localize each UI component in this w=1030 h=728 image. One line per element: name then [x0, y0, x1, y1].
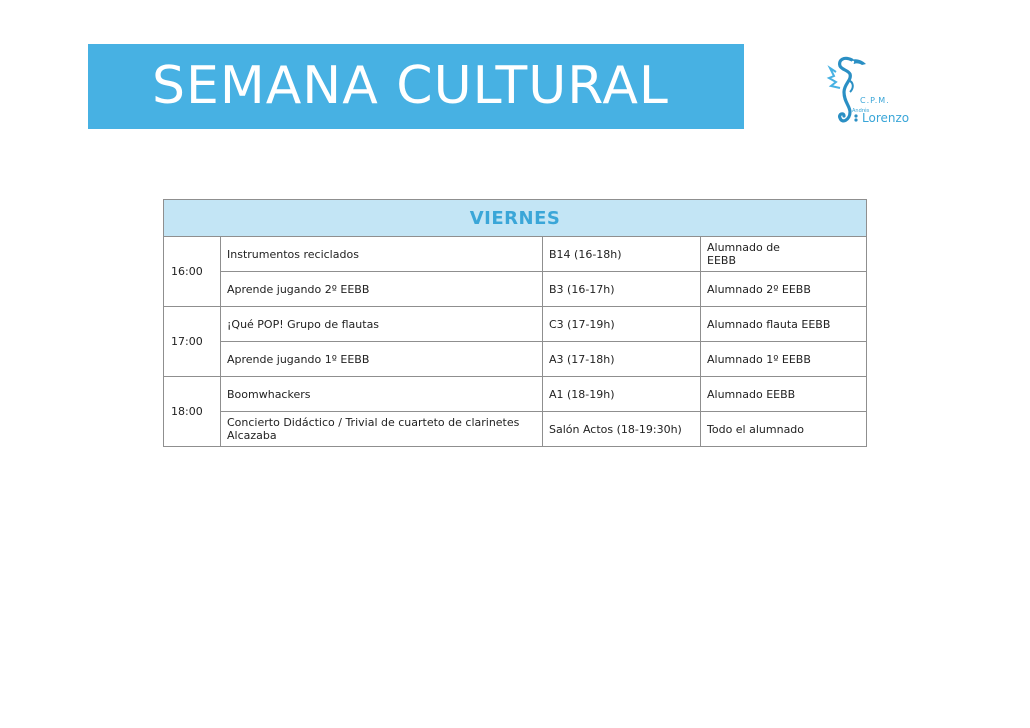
logo-line-2: Andrés — [852, 108, 870, 114]
table-header-row — [164, 200, 867, 237]
activity-cell: ¡Qué POP! Grupo de flautas — [221, 307, 543, 342]
table-row — [164, 412, 867, 447]
audience-cell: Alumnado 2º EEBB — [701, 272, 867, 307]
place-cell: B3 (16-17h) — [543, 272, 701, 307]
activity-cell: Aprende jugando 2º EEBB — [221, 272, 543, 307]
activity-cell: Instrumentos reciclados — [221, 237, 543, 272]
school-logo — [826, 50, 910, 130]
table-row — [164, 237, 867, 272]
audience-cell: Alumnado de EEBB — [701, 237, 867, 272]
table-row — [164, 342, 867, 377]
activity-cell: Boomwhackers — [221, 377, 543, 412]
place-cell: A1 (18-19h) — [543, 377, 701, 412]
table-row — [164, 272, 867, 307]
place-cell: Salón Actos (18-19:30h) — [543, 412, 701, 447]
audience-cell: Alumnado 1º EEBB — [701, 342, 867, 377]
activity-cell: Aprende jugando 1º EEBB — [221, 342, 543, 377]
activity-cell: Concierto Didáctico / Trivial de cuarteto de clarinetes Alcazaba — [221, 412, 543, 447]
title-banner — [88, 44, 744, 129]
logo-line-3: Lorenzo — [862, 111, 910, 125]
page-title: SEMANA CULTURAL — [152, 56, 669, 116]
table-row — [164, 307, 867, 342]
place-cell: C3 (17-19h) — [543, 307, 701, 342]
audience-cell: Alumnado EEBB — [701, 377, 867, 412]
place-cell: A3 (17-18h) — [543, 342, 701, 377]
audience-cell: Alumnado flauta EEBB — [701, 307, 867, 342]
time-cell: 17:00 — [164, 307, 221, 377]
time-cell: 16:00 — [164, 237, 221, 307]
day-heading: VIERNES — [164, 200, 867, 237]
schedule-table — [163, 199, 867, 447]
table-row — [164, 377, 867, 412]
audience-cell: Todo el alumnado — [701, 412, 867, 447]
place-cell: B14 (16-18h) — [543, 237, 701, 272]
time-cell: 18:00 — [164, 377, 221, 447]
logo-line-1: C.P.M. — [860, 96, 890, 105]
